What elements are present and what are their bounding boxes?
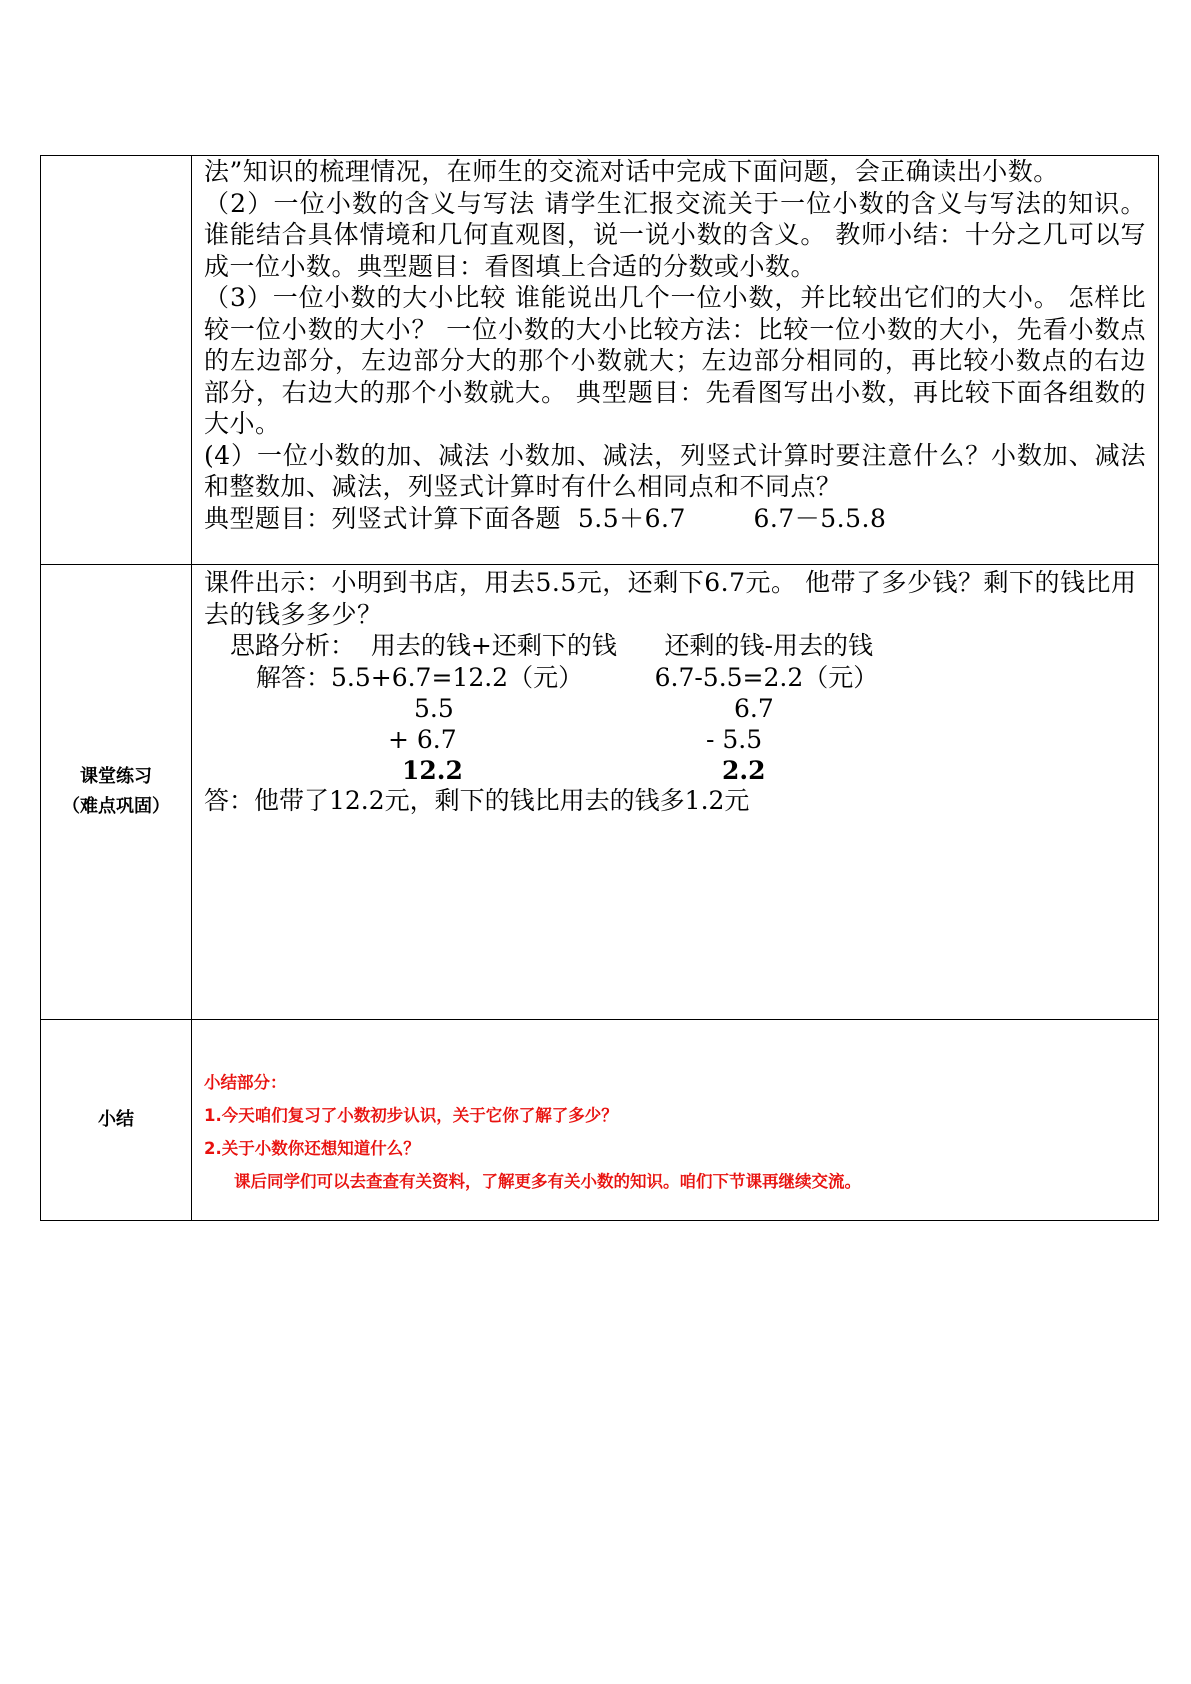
summary-label: 小结 (98, 1109, 134, 1130)
calc-right-op: - 5.5 (706, 725, 763, 754)
table-row-review (41, 156, 1159, 565)
row-label-summary (41, 1020, 192, 1221)
practice-label (41, 762, 191, 822)
practice-answer: 答：他带了12.2元，剩下的钱比用去的钱多1.2元 (204, 786, 750, 815)
calc-left-result: 12.2 (402, 756, 463, 785)
summary-item-1: 1.今天咱们复习了小数初步认识，关于它你了解了多少？ (204, 1106, 618, 1125)
row-label-empty (41, 156, 192, 565)
vertical-calculations (204, 693, 1146, 785)
lesson-plan-table (40, 155, 1159, 1221)
review-paragraph-2: （2）一位小数的含义与写法 请学生汇报交流关于一位小数的含义与写法的知识。 谁能结合具体情境和几何直观图，说一说小数的含义。 教师小结：十分之几可以写成一位小数。典型题目：看图填上合适的分数或小数。 (204, 188, 1146, 281)
practice-solution: 解答：5.5+6.7=12.2（元） 6.7-5.5=2.2（元） (256, 662, 879, 692)
summary-content (192, 1020, 1158, 1198)
review-paragraph-1: 法”知识的梳理情况，在师生的交流对话中完成下面问题，会正确读出小数。 (204, 157, 1059, 186)
practice-content (192, 565, 1158, 817)
table-row-summary (41, 1020, 1159, 1221)
review-content-cell (192, 156, 1159, 565)
practice-analysis: 思路分析： 用去的钱+还剩下的钱 还剩的钱-用去的钱 (230, 631, 873, 660)
calc-right-top: 6.7 (734, 694, 774, 723)
practice-problem: 课件出示：小明到书店，用去5.5元，还剩下6.7元。 他带了多少钱？剩下的钱比用去的钱多多少？ (204, 568, 1137, 629)
summary-closing: 课后同学们可以去查查有关资料，了解更多有关小数的知识。咱们下节课再继续交流。 (234, 1172, 861, 1191)
review-content (192, 156, 1158, 534)
summary-item-2: 2.关于小数你还想知道什么？ (204, 1139, 420, 1158)
review-paragraph-5: 典型题目：列竖式计算下面各题 5.5＋6.7 6.7－5.5.8 (204, 503, 887, 533)
calc-right-result: 2.2 (722, 756, 766, 785)
review-paragraph-4: (4）一位小数的加、减法 小数加、减法，列竖式计算时要注意什么？小数加、减法和整数加、减法，列竖式计算时有什么相同点和不同点？ (204, 440, 1146, 501)
summary-heading: 小结部分： (204, 1073, 287, 1092)
table-row-practice (41, 565, 1159, 1020)
review-paragraph-3: （3）一位小数的大小比较 谁能说出几个一位小数，并比较出它们的大小。 怎样比较一位小数的大小？ 一位小数的大小比较方法：比较一位小数的大小，先看小数点的左边部分，左边部分大的那个小数就大；左边部分相同的，再比较小数点的右边部分，右边大的那个小数就大。 典型题目：先看图写出小数，再比较下面各组数的大小。 (204, 283, 1146, 438)
row-label-practice (41, 565, 192, 1020)
practice-label-line2: （难点巩固） (62, 796, 170, 817)
summary-content-cell (192, 1020, 1159, 1221)
calc-left-top: 5.5 (414, 694, 454, 723)
practice-content-cell (192, 565, 1159, 1020)
calc-left-op: + 6.7 (388, 725, 457, 754)
practice-label-line1: 课堂练习 (80, 766, 152, 787)
